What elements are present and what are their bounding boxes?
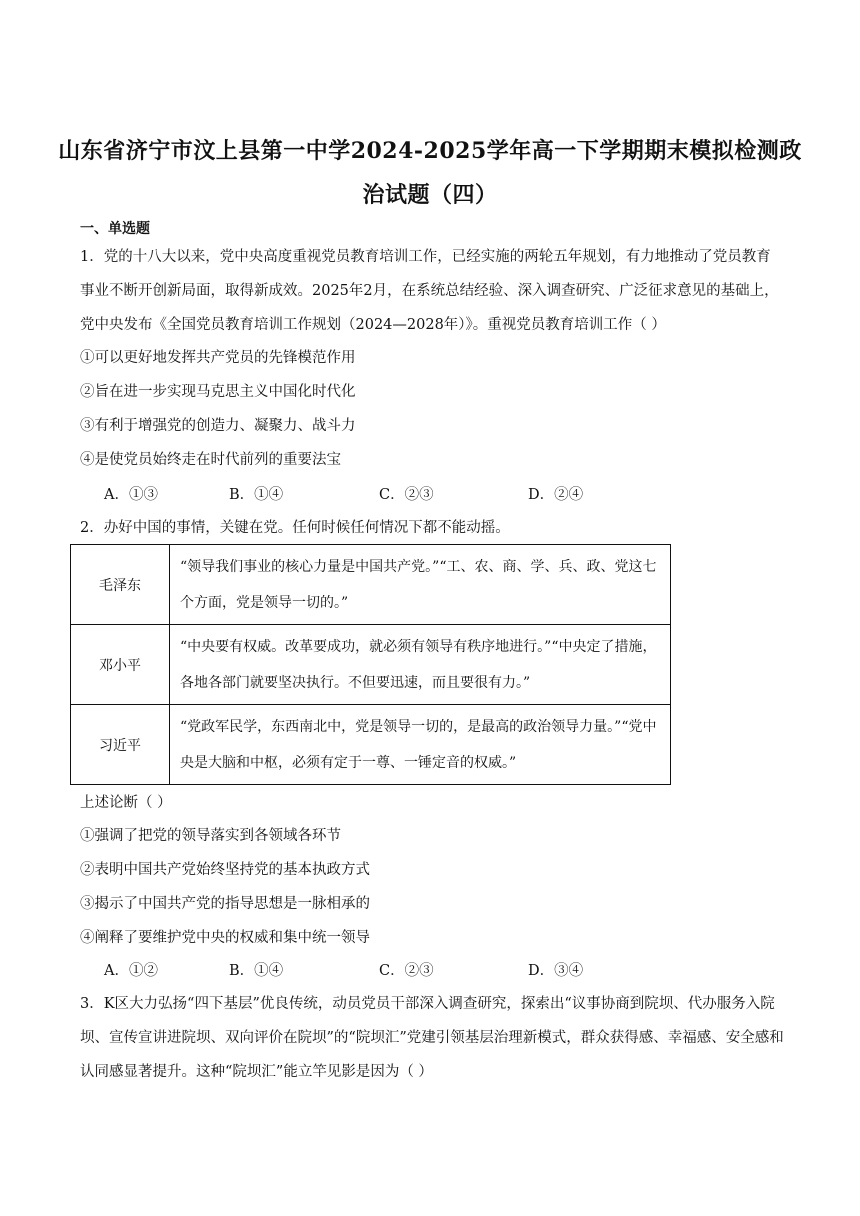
question-1-item-4: ④是使党员始终走在时代前列的重要法宝 [80, 452, 341, 468]
question-2-option-a[interactable]: A．①② [104, 963, 158, 979]
question-2-prompt: 上述论断（ ） [80, 795, 172, 811]
question-2-option-c[interactable]: C．②③ [379, 963, 434, 979]
question-2-stem: 2．办好中国的事情，关键在党。任何时候任何情况下都不能动摇。 [80, 520, 510, 536]
question-1-item-3: ③有利于增强党的创造力、凝聚力、战斗力 [80, 418, 356, 434]
document-title-line-1: 山东省济宁市汶上县第一中学2024-2025学年高一下学期期末模拟检测政 [58, 138, 802, 164]
section-heading: 一、单选题 [80, 221, 150, 237]
question-1-item-2: ②旨在进一步实现马克思主义中国化时代化 [80, 384, 356, 400]
table-cell-quote: “领导我们事业的核心力量是中国共产党。”“工、农、商、学、兵、政、党这七个方面，党是领导一切的。” [170, 545, 671, 625]
table-cell-quote: “中央要有权威。改革要成功，就必须有领导有秩序地进行。”“中央定了措施，各地各部门就要坚决执行。不但要迅速，而且要很有力。” [170, 625, 671, 705]
table-cell-speaker: 习近平 [71, 705, 170, 785]
question-2-item-2: ②表明中国共产党始终坚持党的基本执政方式 [80, 862, 370, 878]
table-row [71, 705, 671, 785]
question-1-option-b[interactable]: B．①④ [229, 487, 284, 503]
question-1-stem: 1．党的十八大以来，党中央高度重视党员教育培训工作，已经实施的两轮五年规划，有力地推动了党员教育事业不断开创新局面，取得新成效。2025年2月，在系统总结经验、深入调查研究、广泛征求意见的基础上，党中央发布《全国党员教育培训工作规划（2024—2028年）》。重视党员教育培训工作（ ） [80, 249, 779, 333]
question-3-stem: 3．K区大力弘扬“四下基层”优良传统，动员党员干部深入调查研究，探索出“议事协商到院坝、代办服务入院坝、宣传宣讲进院坝、双向评价在院坝”的“院坝汇”党建引领基层治理新模式，群众获得感、幸福感、安全感和认同感显著提升。这种“院坝汇”能立竿见影是因为（ ） [80, 996, 784, 1080]
question-2-item-3: ③揭示了中国共产党的指导思想是一脉相承的 [80, 896, 370, 912]
question-2-item-1: ①强调了把党的领导落实到各领域各环节 [80, 828, 341, 844]
question-2-item-4: ④阐释了要维护党中央的权威和集中统一领导 [80, 930, 370, 946]
table-cell-quote: “党政军民学，东西南北中，党是领导一切的，是最高的政治领导力量。”“党中央是大脑和中枢，必须有定于一尊、一锤定音的权威。” [170, 705, 671, 785]
question-1-item-1: ①可以更好地发挥共产党员的先锋模范作用 [80, 350, 356, 366]
question-2-option-b[interactable]: B．①④ [229, 963, 284, 979]
document-title-line-2: 治试题（四） [362, 182, 498, 208]
table-cell-speaker: 邓小平 [71, 625, 170, 705]
table-cell-speaker: 毛泽东 [71, 545, 170, 625]
quotes-table [70, 544, 671, 785]
question-1-option-d[interactable]: D．②④ [528, 487, 584, 503]
question-1-option-c[interactable]: C．②③ [379, 487, 434, 503]
table-row [71, 545, 671, 625]
table-row [71, 625, 671, 705]
question-2-option-d[interactable]: D．③④ [528, 963, 584, 979]
question-1-option-a[interactable]: A．①③ [104, 487, 158, 503]
